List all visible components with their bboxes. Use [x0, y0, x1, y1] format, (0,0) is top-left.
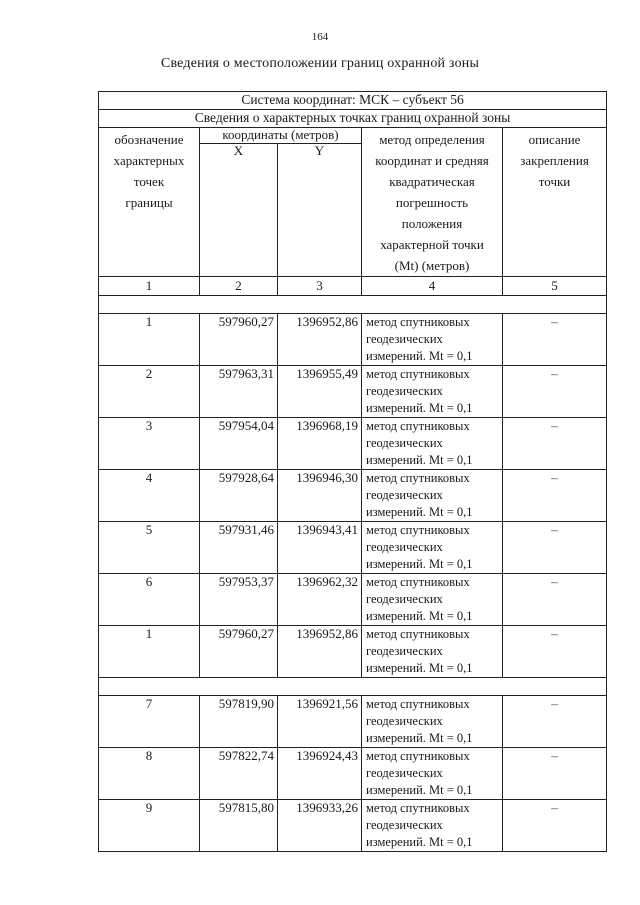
y-coordinate: 1396962,32: [278, 574, 362, 626]
separator-cell: [99, 678, 607, 696]
table-row: [99, 626, 607, 678]
method-line: геодезических: [366, 766, 443, 780]
method-line: геодезических: [366, 384, 443, 398]
point-number: 5: [99, 522, 200, 574]
header-coordinates: координаты (метров): [200, 128, 362, 144]
x-coordinate: 597819,90: [200, 696, 278, 748]
fixing-description: –: [503, 626, 607, 678]
header-text: границы: [125, 195, 173, 210]
method-line: измерений. Mt = 0,1: [366, 505, 473, 519]
method-line: измерений. Mt = 0,1: [366, 401, 473, 415]
method-description: [362, 800, 503, 852]
x-coordinate: 597822,74: [200, 748, 278, 800]
x-coordinate: 597960,27: [200, 314, 278, 366]
method-line: измерений. Mt = 0,1: [366, 349, 473, 363]
method-line: геодезических: [366, 332, 443, 346]
point-number: 1: [99, 626, 200, 678]
table-row: [99, 800, 607, 852]
point-number: 6: [99, 574, 200, 626]
method-line: геодезических: [366, 818, 443, 832]
point-number: 7: [99, 696, 200, 748]
column-number: 3: [278, 277, 362, 296]
method-description: [362, 314, 503, 366]
method-description: [362, 626, 503, 678]
column-number: 2: [200, 277, 278, 296]
y-coordinate: 1396955,49: [278, 366, 362, 418]
column-number: 1: [99, 277, 200, 296]
fixing-description: –: [503, 748, 607, 800]
header-text: метод определения: [379, 132, 485, 147]
method-line: измерений. Mt = 0,1: [366, 609, 473, 623]
method-line: геодезических: [366, 488, 443, 502]
method-line: измерений. Mt = 0,1: [366, 661, 473, 675]
header-text: обозначение: [114, 132, 184, 147]
method-line: метод спутниковых: [366, 419, 470, 433]
header-text: характерных: [113, 153, 185, 168]
fixing-description: –: [503, 696, 607, 748]
method-line: геодезических: [366, 644, 443, 658]
y-coordinate: 1396952,86: [278, 314, 362, 366]
fixing-description: –: [503, 574, 607, 626]
method-line: измерений. Mt = 0,1: [366, 783, 473, 797]
table-row: [99, 314, 607, 366]
header-text: координат и средняя: [375, 153, 489, 168]
fixing-description: –: [503, 314, 607, 366]
table-row: [99, 418, 607, 470]
method-line: измерений. Mt = 0,1: [366, 835, 473, 849]
method-description: [362, 522, 503, 574]
header-x: X: [200, 144, 278, 277]
y-coordinate: 1396921,56: [278, 696, 362, 748]
section-header: Сведения о характерных точках границ охранной зоны: [99, 110, 607, 128]
method-description: [362, 470, 503, 522]
point-number: 2: [99, 366, 200, 418]
header-fixing-description: [503, 128, 607, 277]
header-point-designation: [99, 128, 200, 277]
header-text: квадратическая: [389, 174, 475, 189]
method-line: метод спутниковых: [366, 697, 470, 711]
method-line: геодезических: [366, 592, 443, 606]
method-line: метод спутниковых: [366, 575, 470, 589]
group-separator-row: [99, 678, 607, 696]
table-row: [99, 366, 607, 418]
header-text: характерной точки: [380, 237, 484, 252]
fixing-description: –: [503, 366, 607, 418]
method-description: [362, 748, 503, 800]
method-description: [362, 574, 503, 626]
y-coordinate: 1396968,19: [278, 418, 362, 470]
header-text: описание: [528, 132, 581, 147]
y-coordinate: 1396946,30: [278, 470, 362, 522]
method-line: геодезических: [366, 436, 443, 450]
fixing-description: –: [503, 522, 607, 574]
group-separator-row: [99, 296, 607, 314]
method-line: метод спутниковых: [366, 315, 470, 329]
x-coordinate: 597815,80: [200, 800, 278, 852]
table-row: [99, 748, 607, 800]
x-coordinate: 597963,31: [200, 366, 278, 418]
point-number: 9: [99, 800, 200, 852]
coordinates-table: [98, 91, 607, 852]
method-line: метод спутниковых: [366, 523, 470, 537]
header-method: [362, 128, 503, 277]
point-number: 8: [99, 748, 200, 800]
table-row: [99, 574, 607, 626]
page-number: 164: [311, 31, 329, 43]
x-coordinate: 597960,27: [200, 626, 278, 678]
header-text: точек: [133, 174, 165, 189]
y-coordinate: 1396933,26: [278, 800, 362, 852]
header-text: точки: [538, 174, 571, 189]
fixing-description: –: [503, 470, 607, 522]
method-line: метод спутниковых: [366, 471, 470, 485]
y-coordinate: 1396924,43: [278, 748, 362, 800]
y-coordinate: 1396952,86: [278, 626, 362, 678]
document-title: Сведения о местоположении границ охранной зоны: [160, 56, 480, 71]
x-coordinate: 597928,64: [200, 470, 278, 522]
column-number: 5: [503, 277, 607, 296]
column-number: 4: [362, 277, 503, 296]
table-row: [99, 470, 607, 522]
method-description: [362, 696, 503, 748]
header-text: закрепления: [520, 153, 589, 168]
point-number: 4: [99, 470, 200, 522]
method-description: [362, 418, 503, 470]
header-text: положения: [401, 216, 463, 231]
table-row: [99, 696, 607, 748]
separator-cell: [99, 296, 607, 314]
table-row: [99, 522, 607, 574]
x-coordinate: 597953,37: [200, 574, 278, 626]
x-coordinate: 597954,04: [200, 418, 278, 470]
fixing-description: –: [503, 418, 607, 470]
point-number: 3: [99, 418, 200, 470]
method-line: геодезических: [366, 714, 443, 728]
header-text: погрешность: [395, 195, 469, 210]
fixing-description: –: [503, 800, 607, 852]
method-line: измерений. Mt = 0,1: [366, 557, 473, 571]
method-line: метод спутниковых: [366, 367, 470, 381]
header-text: (Mt) (метров): [394, 258, 470, 273]
y-coordinate: 1396943,41: [278, 522, 362, 574]
point-number: 1: [99, 314, 200, 366]
method-line: измерений. Mt = 0,1: [366, 453, 473, 467]
method-line: измерений. Mt = 0,1: [366, 731, 473, 745]
method-line: геодезических: [366, 540, 443, 554]
coordinate-system-header: Система координат: МСК – субъект 56: [99, 92, 607, 110]
x-coordinate: 597931,46: [200, 522, 278, 574]
method-description: [362, 366, 503, 418]
header-y: Y: [278, 144, 362, 277]
method-line: метод спутниковых: [366, 801, 470, 815]
method-line: метод спутниковых: [366, 749, 470, 763]
method-line: метод спутниковых: [366, 627, 470, 641]
